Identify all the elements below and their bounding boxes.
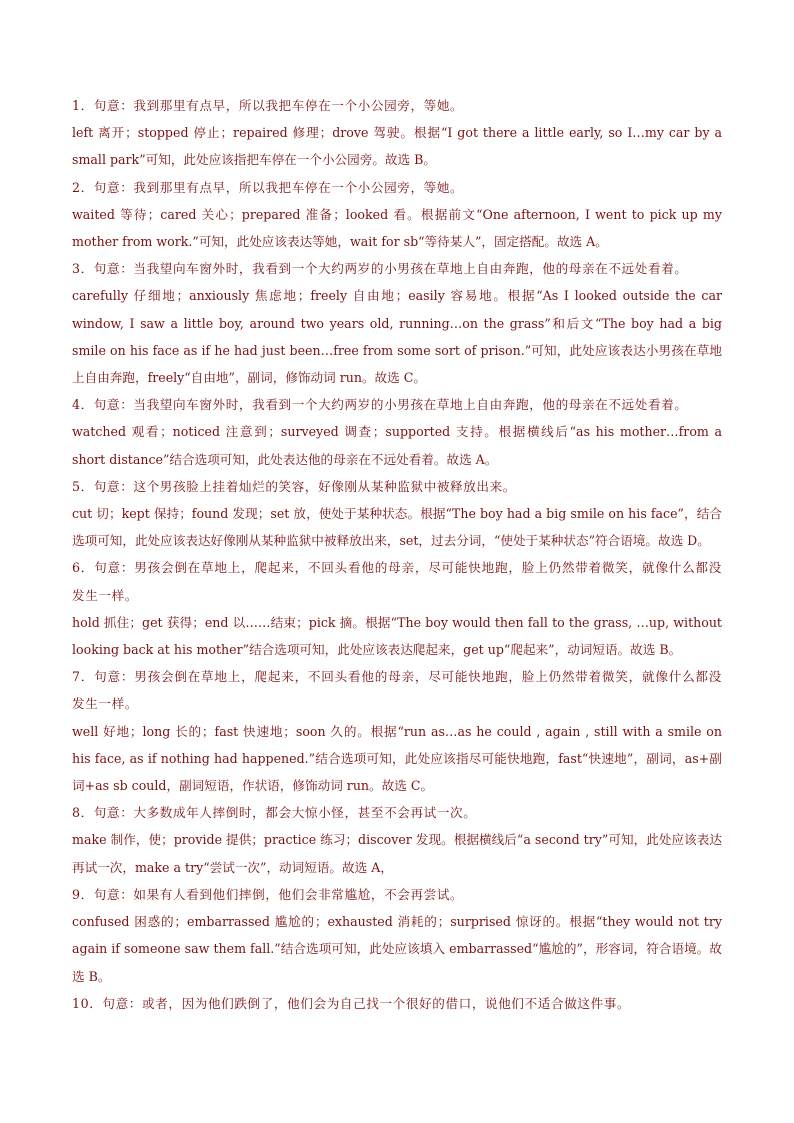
explanation-6: hold 抓住；get 获得；end 以……结束；pick 摘。根据“The boy would then fall to the grass, …up, without looking back at his mother”结合选项可知，此处应该表达爬起来，get up“爬起来”，动词短语。故选 B。 <box>72 614 722 658</box>
sentence-10: 10．句意：或者，因为他们跌倒了，他们会为自己找一个很好的借口，说他们不适合做这件事。 <box>72 995 631 1011</box>
explanation-5: cut 切；kept 保持；found 发现；set 放，使处于某种状态。根据“The boy had a big smile on his face”，结合选项可知，此处应该表达好像刚从某种监狱中被释放出来，set，过去分词，“使处于某种状态”符合语境。故选 D。 <box>72 506 722 549</box>
sentence-1: 1．句意：我到那里有点早，所以我把车停在一个小公园旁，等她。 <box>72 98 464 113</box>
sentence-3: 3．句意：当我望向车窗外时，我看到一个大约两岁的小男孩在草地上自由奔跑，他的母亲在不远处看着。 <box>72 261 688 277</box>
sentence-8: 8．句意：大多数成年人摔倒时，都会大惊小怪，甚至不会再试一次。 <box>72 805 477 821</box>
sentence-4: 4．句意：当我望向车窗外时，我看到一个大约两岁的小男孩在草地上自由奔跑，他的母亲在不远处看着。 <box>72 397 688 413</box>
explanation-8: make 制作，使；provide 提供；practice 练习；discover 发现。根据横线后“a second try”可知，此处应该表达再试一次，make a try“尝试一次”，动词短语。故选 A， <box>72 832 722 875</box>
explanation-7: well 好地；long 长的；fast 快速地；soon 久的。根据“run as…as he could , again , still with a smile on his face, as if nothing had happened.”结合选项可知，此处应该指尽可能快地跑，fast“快速地”，副词，as+副词+as sb could，副词短语，作状语，修饰动词 run。故选 C。 <box>72 723 722 794</box>
sentence-6: 6．句意：男孩会倒在草地上，爬起来，不回头看他的母亲，尽可能快地跑，脸上仍然带着微笑，就像什么都没发生一样。 <box>72 560 722 603</box>
sentence-7: 7．句意：男孩会倒在草地上，爬起来，不回头看他的母亲，尽可能快地跑，脸上仍然带着微笑，就像什么都没发生一样。 <box>72 669 722 712</box>
sentence-9: 9．句意：如果有人看到他们摔倒，他们会非常尴尬，不会再尝试。 <box>72 886 464 902</box>
explanation-2: waited 等待；cared 关心；prepared 准备；looked 看。根据前文“One afternoon, I went to pick up my mother from work.”可知，此处应该表达等她，wait for sb“等待某人”，固定搭配。故选 A。 <box>72 206 722 250</box>
sentence-2: 2．句意：我到那里有点早，所以我把车停在一个小公园旁，等她。 <box>72 179 464 195</box>
explanation-3: carefully 仔细地；anxiously 焦虑地；freely 自由地；easily 容易地。根据“As I looked outside the car window, I saw a little boy, around two years old, running…on the grass”和后文“The boy had a big smile on his face as if he had just been…free from some sort of prison.”可知，此处应该表达小男孩在草地上自由奔跑，freely“自由地”，副词，修饰动词 run。故选 C。 <box>72 288 722 386</box>
explanation-4: watched 观看；noticed 注意到；surveyed 调查；supported 支持。根据横线后“as his mother…from a short distance”结合选项可知，此处表达他的母亲在不远处看着。故选 A。 <box>72 424 722 467</box>
answer-explanations <box>72 92 722 1017</box>
sentence-5: 5．句意：这个男孩脸上挂着灿烂的笑容，好像刚从某种监狱中被释放出来。 <box>72 478 517 494</box>
explanation-9: confused 困惑的；embarrassed 尴尬的；exhausted 消耗的；surprised 惊讶的。根据“they would not try again if someone saw them fall.”结合选项可知，此处应该填入 embarrassed“尴尬的”，形容词，符合语境。故选 B。 <box>72 914 722 984</box>
explanation-1: left 离开；stopped 停止；repaired 修理；drove 驾驶。根据“I got there a little early, so I…my car by a small park”可知，此处应该指把车停在一个小公园旁。故选 B。 <box>72 125 722 168</box>
